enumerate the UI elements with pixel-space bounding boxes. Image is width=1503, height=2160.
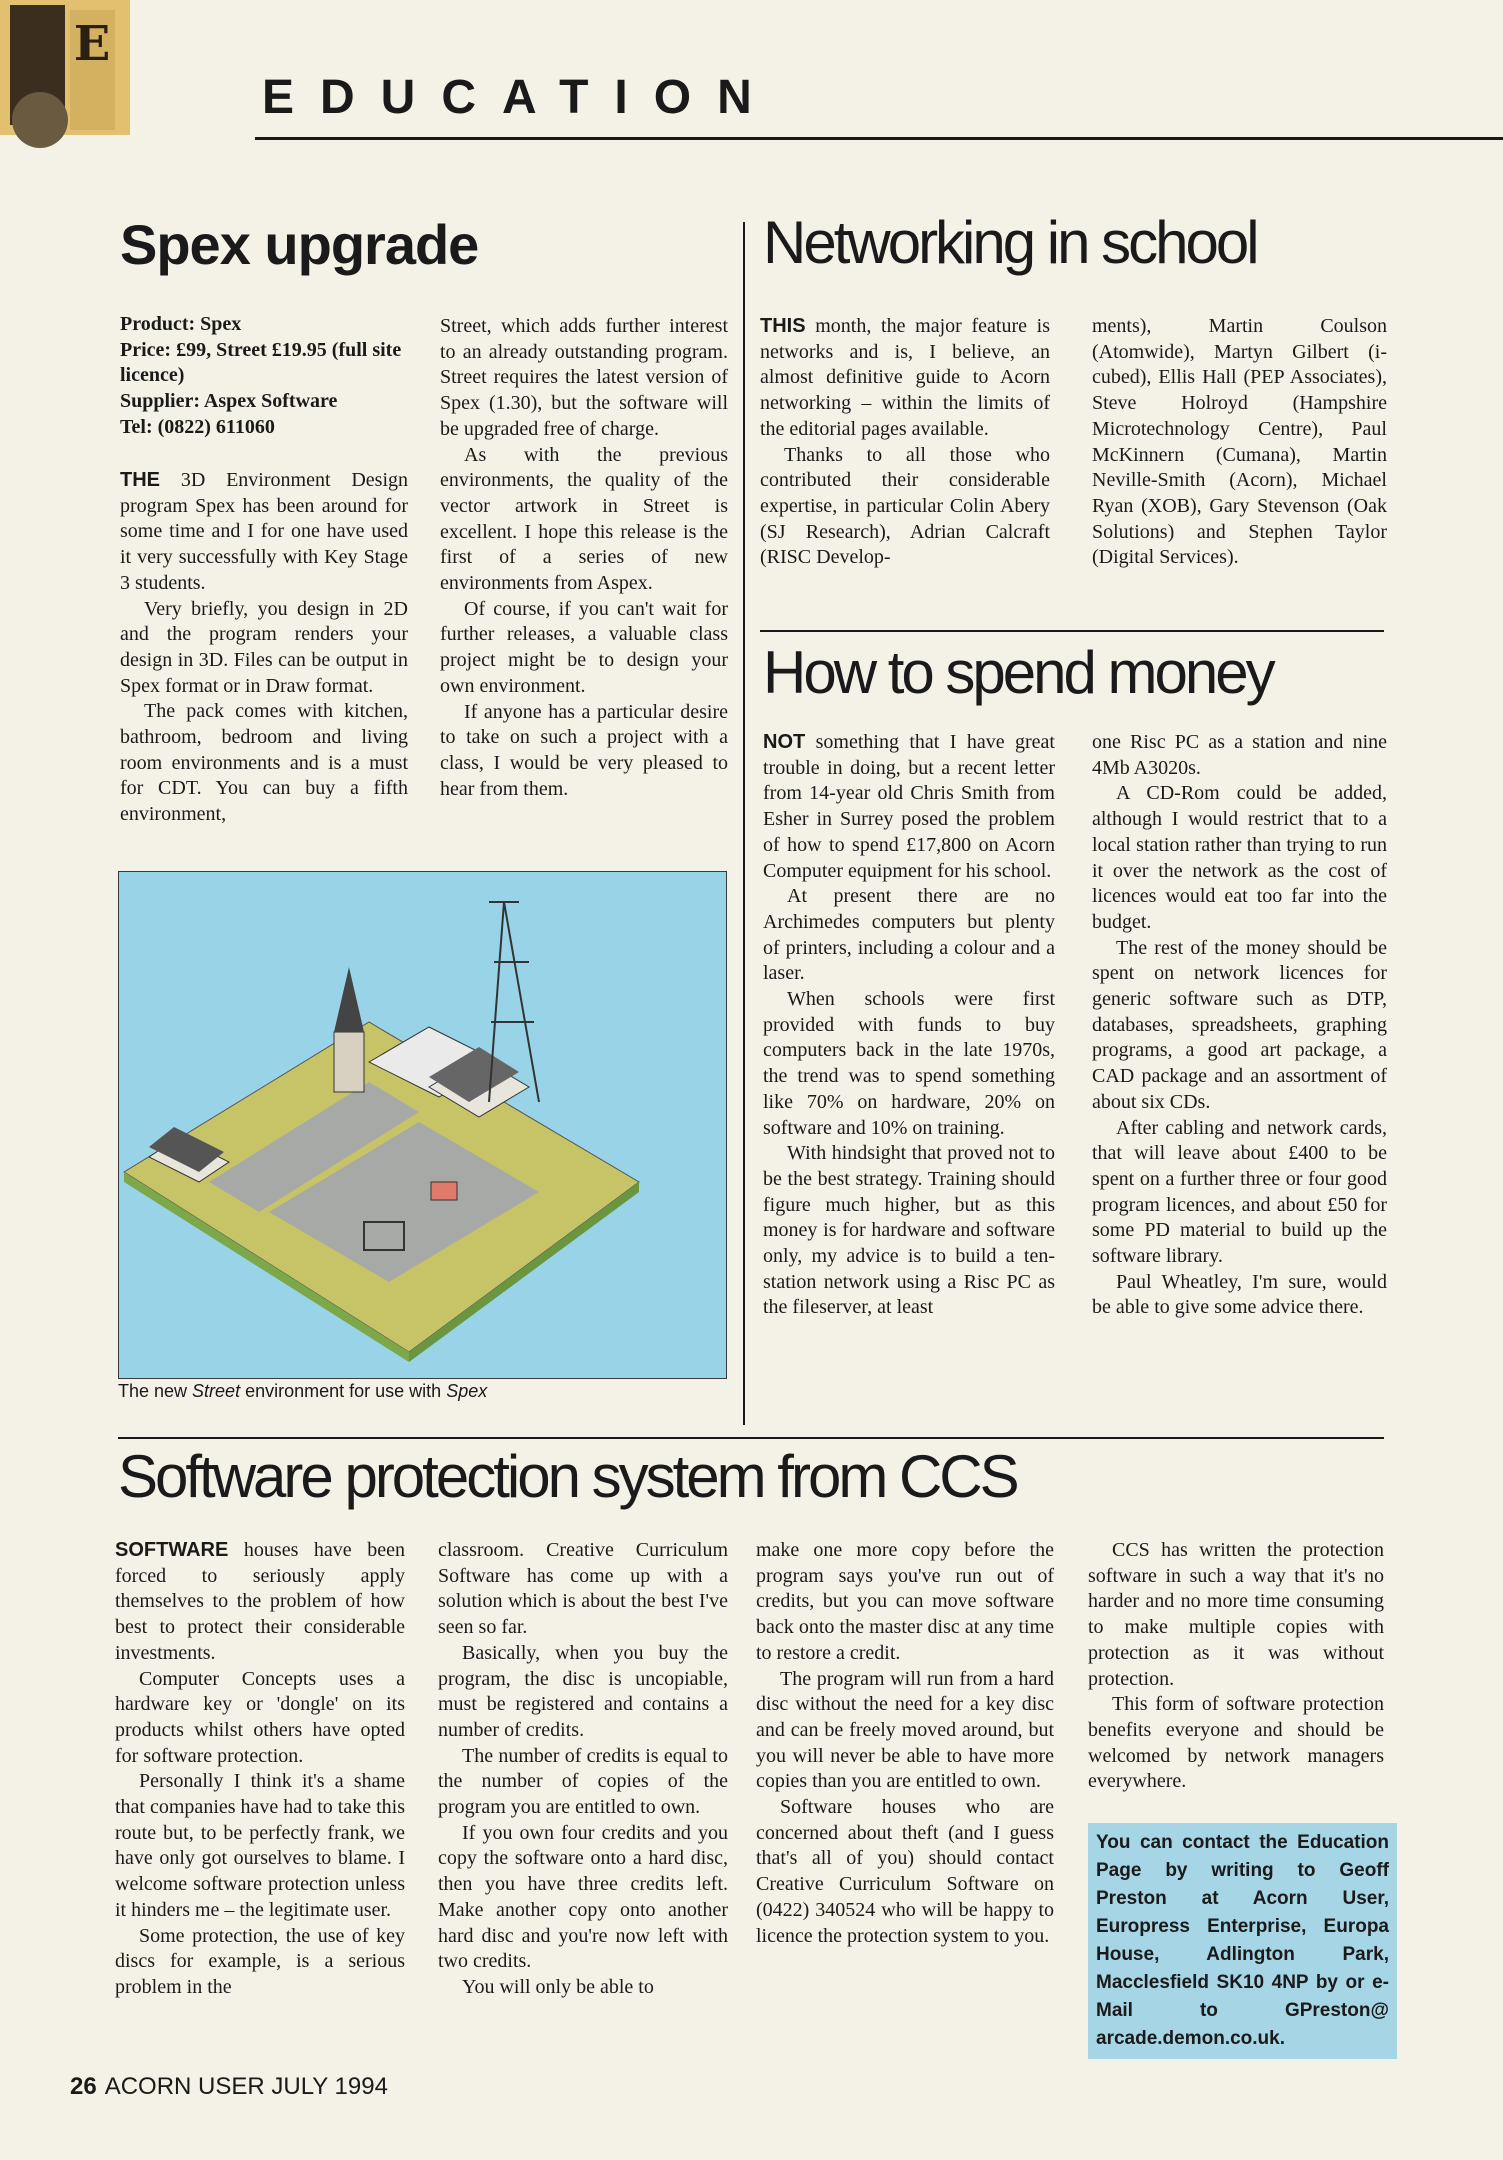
paragraph: The number of credits is equal to the number of copies of the program you are entitled to own.: [438, 1744, 728, 1819]
paragraph: The rest of the money should be spent on network licences for generic software such as DTP, databases, spreadsheets, graphing programs, a good art package, a CAD package and an assortment of about six CDs.: [1092, 936, 1387, 1113]
page-footer: [70, 2073, 388, 2101]
spex-headline: Spex upgrade: [120, 213, 479, 276]
ccs-column-1: [115, 1538, 405, 2001]
paragraph: 3D Environment Design program Spex has been around for some time and I for one have used it very successfully with Key Stage 3 students.: [120, 469, 408, 594]
money-column-1: [763, 730, 1055, 1321]
paragraph: Personally I think it's a shame that companies have had to take this route but, to be perfectly frank, we have only got ourselves to blame. I welcome software protection unless it hinders me – the legitimate user.: [115, 1770, 405, 1921]
paragraph: After cabling and network cards, that will leave about £400 to be spent on a further three or four good program licences, and about £50 for some PD material to build up the software library.: [1092, 1116, 1387, 1268]
ccs-headline: Software protection system from CCS: [118, 1443, 1017, 1510]
lead-word: SOFTWARE: [115, 1539, 229, 1561]
article-rule: [760, 630, 1384, 632]
lead-word: NOT: [763, 731, 806, 753]
paragraph: make one more copy before the program says you've run out of credits, but you can move software back onto the master disc at any time to restore a credit.: [756, 1539, 1054, 1664]
header-rule: [255, 137, 1503, 140]
caption-em: Street: [192, 1381, 241, 1401]
paragraph: month, the major feature is networks and is, I believe, an almost definitive guide to Acorn networking – within the limits of the editorial pages available.: [760, 315, 1050, 440]
ccs-column-4: [1088, 1538, 1384, 1795]
paragraph: If anyone has a particular desire to take on such a project with a class, I would be very pleased to hear from them.: [440, 700, 728, 800]
spec-price: Price: £99, Street £19.95 (full site licence): [120, 338, 402, 387]
caption-em: Spex: [446, 1381, 488, 1401]
paragraph: At present there are no Archimedes computers but plenty of printers, including a colour and a laser.: [763, 885, 1055, 985]
column-divider: [743, 222, 745, 1425]
ccs-column-2: [438, 1538, 728, 2001]
section-title: EDUCATION: [262, 71, 778, 124]
paragraph: Very briefly, you design in 2D and the program renders your design in 3D. Files can be output in Spex format or in Draw format.: [120, 597, 408, 697]
paragraph: If you own four credits and you copy the software onto a hard disc, then you have three credits left. Make another copy onto another hard disc and you're now left with two credits.: [438, 1821, 728, 1973]
paragraph: one Risc PC as a station and nine 4Mb A3020s.: [1092, 731, 1387, 779]
spex-specs: [120, 312, 420, 441]
money-headline: How to spend money: [763, 639, 1273, 706]
spec-product: Product: Spex: [120, 313, 242, 335]
article-rule: [118, 1437, 1384, 1439]
paragraph: The pack comes with kitchen, bathroom, bedroom and living room environments and is a must for CDT. You can buy a fifth environment,: [120, 700, 408, 826]
paragraph: Basically, when you buy the program, the disc is uncopiable, must be registered and contains a number of credits.: [438, 1641, 728, 1741]
paragraph: ments), Martin Coulson (Atomwide), Martyn Gilbert (i-cubed), Ellis Hall (PEP Associates), Steve Holroyd (Hampshire Microtechnology Centre), Paul McKinnern (Cumana), Martin Neville-Smith (Acorn), Michael Ryan (XOB), Gary Stevenson (Oak Solutions) and Stephen Taylor (Digital Services).: [1092, 315, 1387, 569]
paragraph: Of course, if you can't wait for further releases, a valuable class project might be to design your own environment.: [440, 597, 728, 697]
page-number: 26: [70, 2073, 97, 2100]
spex-column-1: [120, 468, 408, 828]
networking-headline: Networking in school: [763, 209, 1257, 276]
lead-word: THE: [120, 469, 160, 491]
paragraph: With hindsight that proved not to be the best strategy. Training should figure much higher, but as this money is for hardware and software only, my advice is to build a ten-station network using a Risc PC as the fileserver, at least: [763, 1142, 1055, 1319]
networking-column-2: [1092, 314, 1387, 571]
networking-column-1: [760, 314, 1050, 571]
ccs-column-3: [756, 1538, 1054, 1949]
paragraph: classroom. Creative Curriculum Software has come up with a solution which is about the best I've seen so far.: [438, 1539, 728, 1639]
spec-tel: Tel: (0822) 611060: [120, 415, 275, 438]
svg-text:E: E: [73, 16, 111, 72]
street-environment-illustration: [118, 871, 727, 1379]
paragraph: something that I have great trouble in doing, but a recent letter from 14-year old Chris Smith from Esher in Surrey posed the problem of how to spend £17,800 on Acorn Computer equipment for his school.: [763, 731, 1055, 882]
contact-box: You can contact the Education Page by writing to Geoff Preston at Acorn User, Europress Enterprise, Europa House, Adlington Park, Macclesfield SK10 4NP by or e-Mail to GPreston@ arcade.demon.co.uk.: [1088, 1823, 1397, 2059]
lead-word: THIS: [760, 315, 806, 337]
section-logo: [0, 0, 130, 150]
spex-column-2: [440, 314, 728, 802]
spec-supplier: Supplier: Aspex Software: [120, 390, 338, 413]
paragraph: Paul Wheatley, I'm sure, would be able to give some advice there.: [1092, 1270, 1387, 1319]
paragraph: This form of software protection benefits everyone and should be welcomed by network managers everywhere.: [1088, 1693, 1384, 1793]
paragraph: Some protection, the use of key discs for example, is a serious problem in the: [115, 1924, 405, 1998]
paragraph: Street, which adds further interest to an already outstanding program. Street requires the latest version of Spex (1.30), but the software will be upgraded free of charge.: [440, 315, 728, 440]
paragraph: When schools were first provided with funds to buy computers back in the late 1970s, the trend was to spend something like 70% on hardware, 20% on software and 10% on training.: [763, 988, 1055, 1139]
publication-name: ACORN USER JULY 1994: [104, 2073, 388, 2100]
paragraph: CCS has written the protection software in such a way that it's no harder and no more time consuming to make multiple copies with protection as it was without protection.: [1088, 1539, 1384, 1690]
paragraph: You will only be able to: [462, 1975, 654, 1998]
paragraph: A CD-Rom could be added, although I would restrict that to a local station rather than trying to run it over the network as the cost of licences would eat too far into the budget.: [1092, 782, 1387, 933]
paragraph: Software houses who are concerned about theft (and I guess that's all of you) should contact Creative Curriculum Software on (0422) 340524 who will be happy to licence the protection system to you.: [756, 1796, 1054, 1947]
paragraph: As with the previous environments, the quality of the vector artwork in Street is excellent. I hope this release is the first of a series of new environments from Aspex.: [440, 443, 728, 595]
caption-text: The new: [118, 1381, 193, 1401]
paragraph: Computer Concepts uses a hardware key or 'dongle' on its products whilst others have opted for software protection.: [115, 1667, 405, 1767]
figure-caption: [118, 1381, 487, 1402]
caption-text: environment for use with: [240, 1381, 447, 1401]
money-column-2: [1092, 730, 1387, 1321]
paragraph: The program will run from a hard disc without the need for a key disc and can be freely moved around, but you will never be able to have more copies than you are entitled to own.: [756, 1667, 1054, 1793]
paragraph: houses have been forced to seriously apply themselves to the problem of how best to protect their considerable investments.: [115, 1539, 405, 1664]
paragraph: Thanks to all those who contributed their considerable expertise, in particular Colin Abery (SJ Research), Adrian Calcraft (RISC Develop-: [760, 443, 1050, 569]
